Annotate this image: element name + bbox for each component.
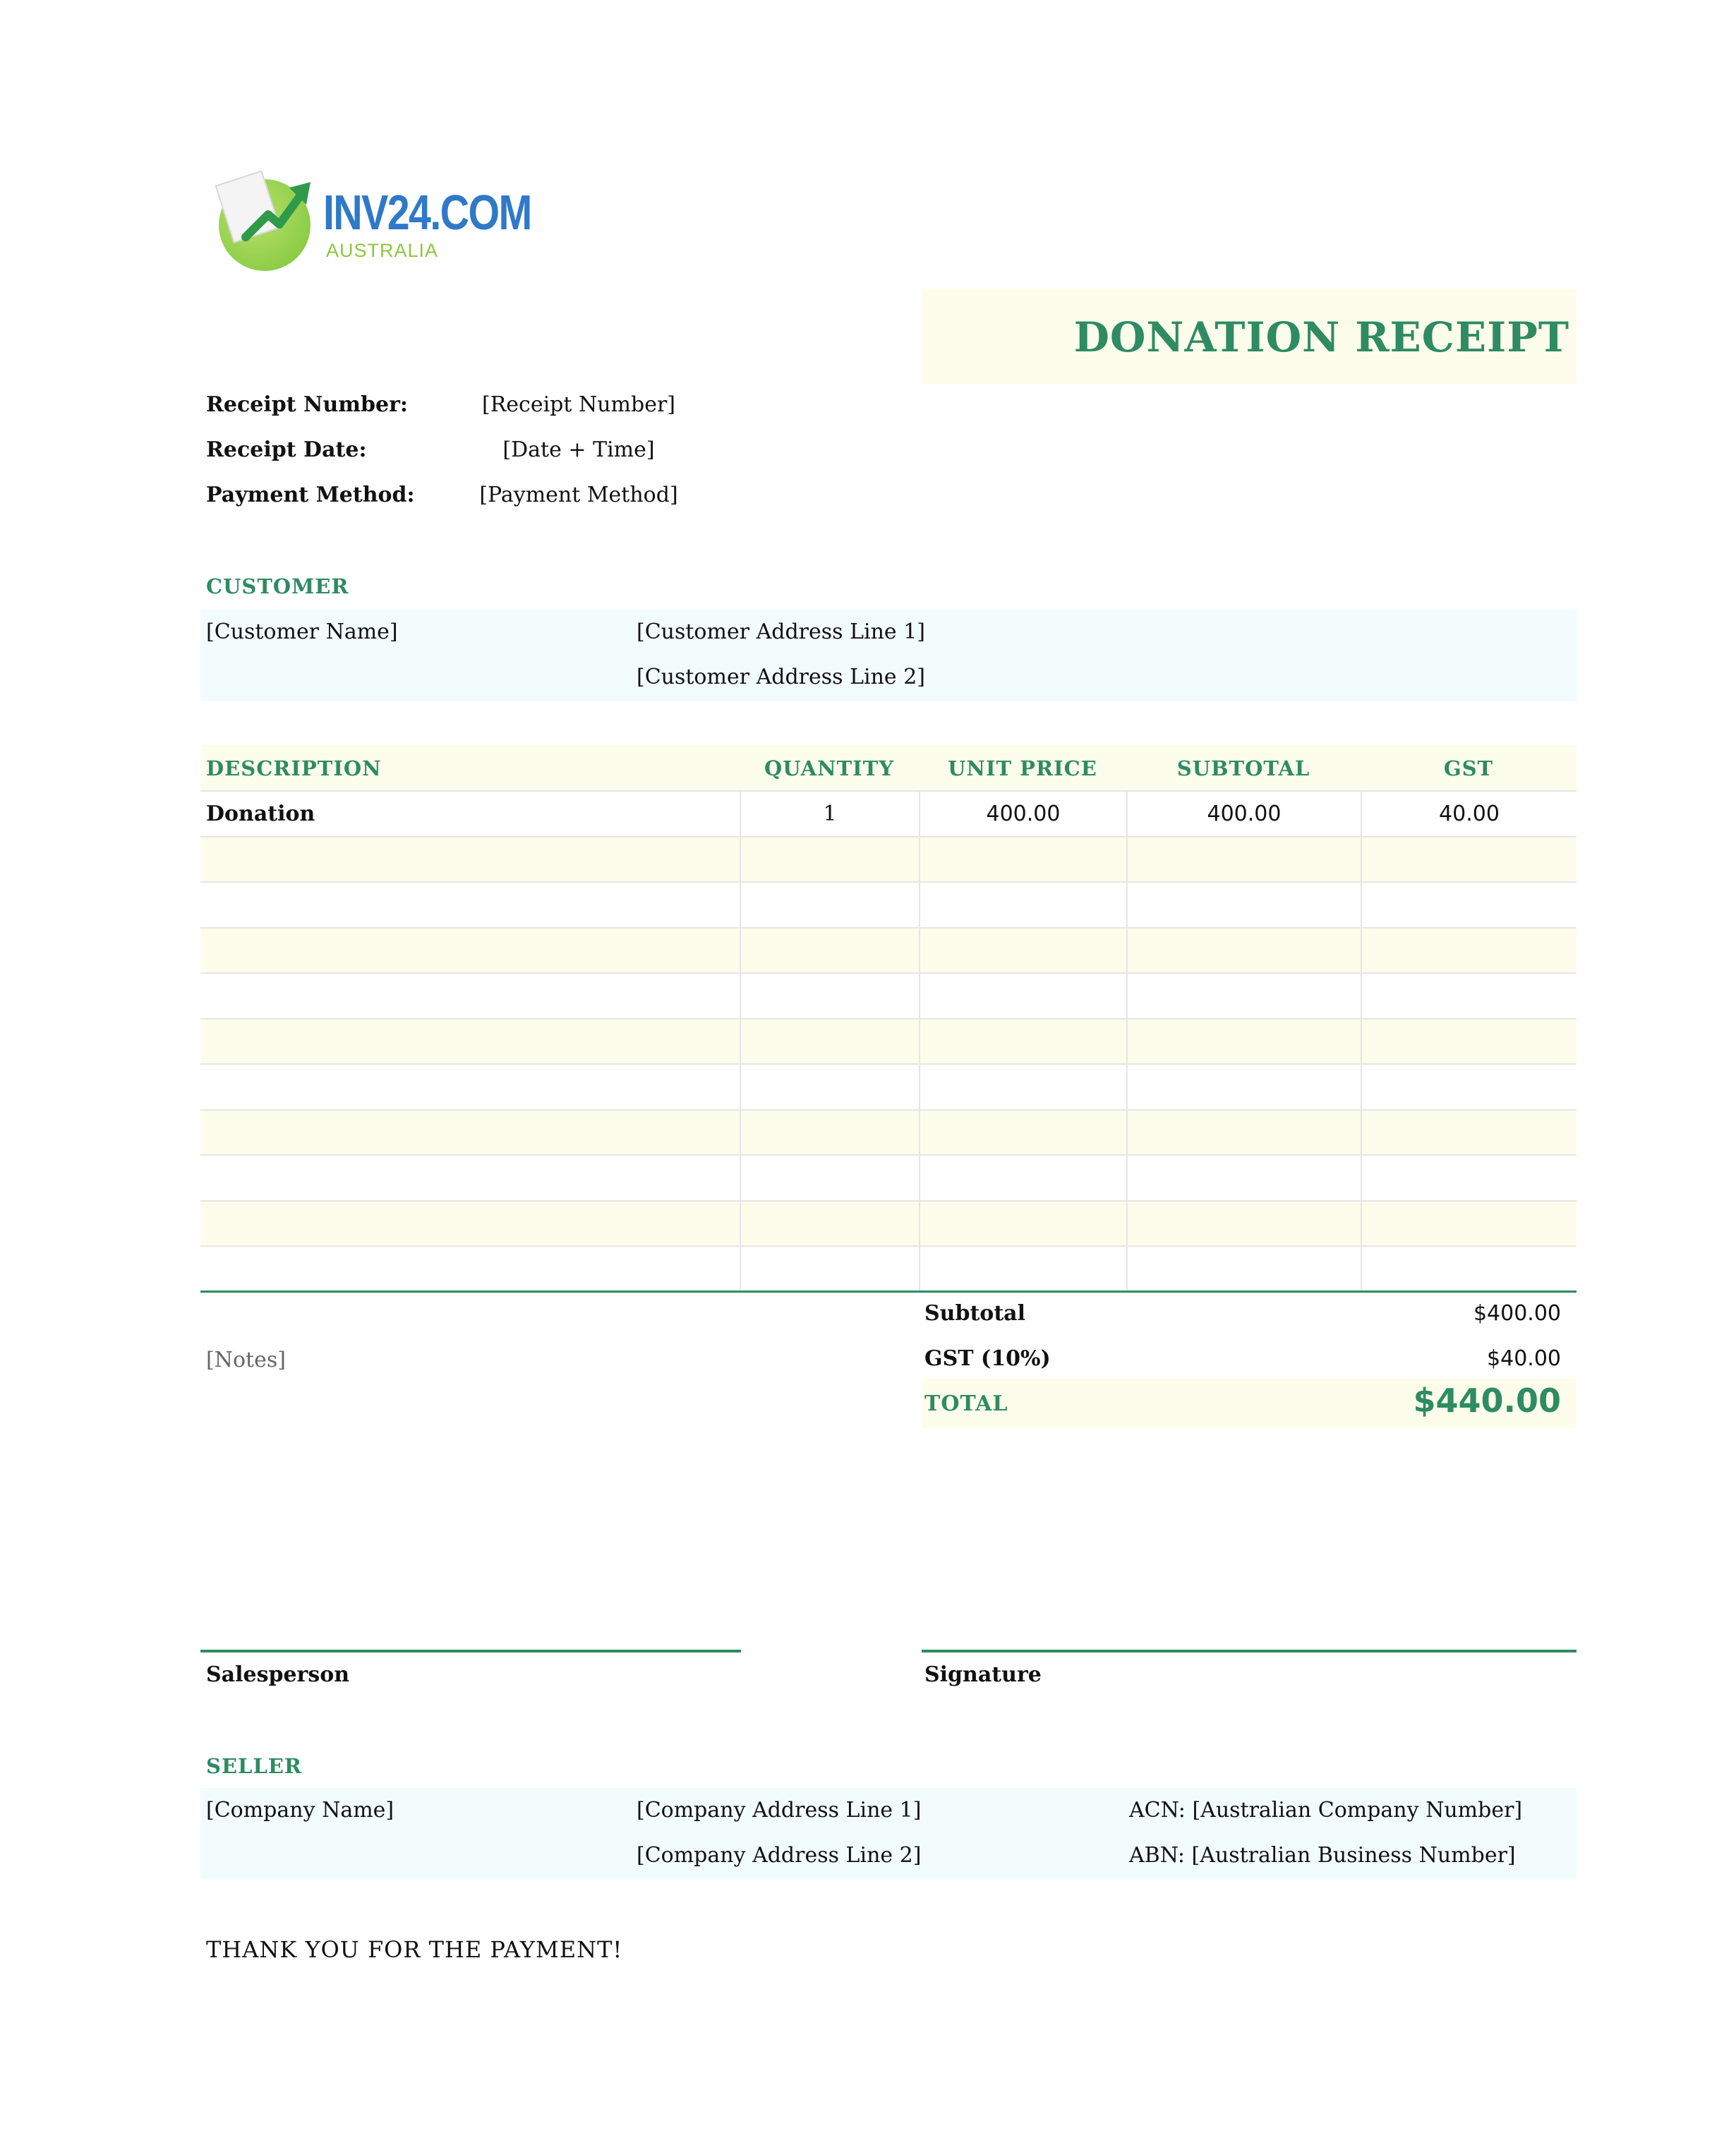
customer-band [200,610,1577,701]
table-row [200,1109,1577,1155]
table-row [200,790,1577,836]
logo-subtext: AUSTRALIA [326,240,439,261]
gst-label: GST (10%) [924,1346,1051,1371]
customer-name: [Customer Name] [206,620,398,644]
table-row [200,1200,1577,1246]
column-header-unit-price: UNIT PRICE [948,756,1097,780]
payment-method-value: [Payment Method] [479,483,678,507]
document-title: DONATION RECEIPT [1073,313,1569,361]
row-unit-price: 400.00 [919,792,1126,836]
receipt-number-label: Receipt Number: [206,392,408,417]
table-bottom-rule [200,1291,1577,1293]
customer-address-line-1: [Customer Address Line 1] [637,620,925,644]
notes: [Notes] [206,1348,286,1372]
company-logo [219,172,531,271]
receipt-date-label: Receipt Date: [206,437,367,462]
row-gst: 40.00 [1361,792,1577,836]
column-header-gst: GST [1443,756,1494,780]
table-row [200,881,1577,927]
subtotal-label: Subtotal [924,1301,1026,1326]
column-header-subtotal: SUBTOTAL [1176,756,1310,780]
logo-text: INV24.COM [323,185,531,240]
customer-address-line-2: [Customer Address Line 2] [637,665,925,689]
row-quantity: 1 [740,792,919,836]
gst-value: $40.00 [1487,1346,1561,1371]
company-address-line-2: [Company Address Line 2] [637,1843,922,1868]
items-table-header [200,745,1577,790]
company-acn: ACN: [Australian Company Number] [1129,1798,1523,1823]
salesperson-line [200,1650,741,1652]
table-row [200,927,1577,973]
table-row [200,972,1577,1018]
company-name: [Company Name] [206,1798,394,1823]
row-description: Donation [206,801,315,826]
table-row [200,836,1577,882]
logo-arrow-icon [240,172,318,250]
receipt-date-value: [Date + Time] [502,437,655,462]
payment-method-label: Payment Method: [206,483,415,507]
total-value: $440.00 [1413,1382,1561,1420]
customer-heading: CUSTOMER [206,574,349,598]
signature-line [922,1650,1577,1652]
thank-you-message: THANK YOU FOR THE PAYMENT! [206,1936,623,1963]
seller-heading: SELLER [206,1754,303,1778]
title-band [922,289,1577,384]
column-header-description: DESCRIPTION [206,756,382,780]
column-header-quantity: QUANTITY [764,756,895,780]
table-row [200,1154,1577,1200]
subtotal-value: $400.00 [1473,1301,1561,1326]
receipt-number-value: [Receipt Number] [481,392,675,417]
table-row [200,1245,1577,1291]
salesperson-label: Salesperson [206,1662,350,1687]
total-label: TOTAL [924,1391,1008,1416]
company-address-line-1: [Company Address Line 1] [637,1798,922,1823]
table-row [200,1018,1577,1064]
seller-band [200,1788,1577,1880]
signature-label: Signature [924,1662,1042,1687]
table-row [200,1063,1577,1109]
row-subtotal: 400.00 [1126,792,1361,836]
company-abn: ABN: [Australian Business Number] [1129,1843,1516,1868]
